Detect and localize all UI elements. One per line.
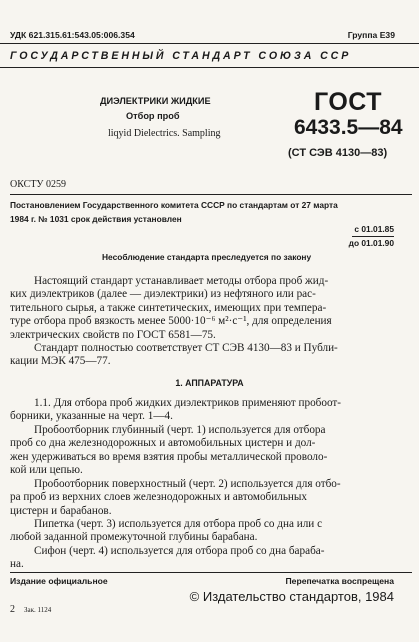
section-heading: 1. АППАРАТУРА	[175, 378, 244, 388]
text-line: Пробоотборник поверхностный (черт. 2) используется для отбо-	[34, 478, 341, 490]
section-paragraph-depth-sampler	[10, 424, 392, 478]
text-line: на.	[10, 558, 24, 571]
page-number: 2	[10, 604, 15, 615]
text-line: проб со дна железнодорожных и автомобильных цистерн и дол-	[10, 437, 316, 450]
penalty-notice: Несоблюдение стандарта преследуется по закону	[102, 252, 312, 262]
section-paragraph-1-1	[10, 397, 392, 424]
standard-subtitle: Отбор проб	[126, 111, 180, 121]
text-line: Стандарт полностью соответствует СТ СЭВ 4130—83 и Публи-	[34, 342, 338, 354]
footer-rule	[10, 572, 412, 573]
effective-from: с 01.01.85	[354, 224, 394, 234]
text-line: Настоящий стандарт устанавливает методы отбора проб жид-	[34, 275, 329, 287]
header-rule-bottom	[0, 67, 419, 68]
section-paragraph-siphon	[10, 545, 392, 572]
udk-code: УДК 621.315.61:543.05:006.354	[10, 30, 135, 40]
reprint-prohibited: Перепечатка воспрещена	[285, 576, 394, 586]
text-line: туре отбора проб вязкость менее 5000·10⁻⁶ м²·с⁻¹, для определения	[10, 315, 332, 328]
intro-paragraph-1	[10, 275, 392, 342]
section-paragraph-surface-sampler	[10, 478, 392, 518]
effective-separator	[352, 236, 394, 237]
intro-paragraph-2	[10, 342, 392, 369]
decree-line-2: 1984 г. № 1031 срок действия установлен	[10, 214, 182, 224]
text-line: жен удерживаться во время взятия пробы металлической проволо-	[10, 450, 328, 463]
section-paragraph-pipette	[10, 518, 392, 545]
decree-line-1: Постановлением Государственного комитета СССР по стандартам от 27 марта	[10, 200, 338, 210]
text-line: Сифон (черт. 4) используется для отбора проб со дна бараба-	[34, 545, 325, 557]
text-line: кой или цепью.	[10, 464, 83, 477]
text-line: любой заданной промежуточной глубины барабана.	[10, 531, 258, 544]
effective-to: до 01.01.90	[348, 238, 394, 248]
official-edition: Издание официальное	[10, 576, 108, 586]
order-number: Зак. 1124	[24, 606, 52, 614]
text-line: 1.1. Для отбора проб жидких диэлектриков применяют пробоот-	[34, 397, 342, 409]
text-line: цистерн и барабанов.	[10, 504, 112, 517]
gost-label: ГОСТ	[314, 88, 382, 116]
text-line: кации МЭК 475—77.	[10, 355, 111, 368]
group-code: Группа Е39	[347, 30, 395, 40]
english-title: liqyid Dielectrics. Sampling	[108, 128, 221, 139]
state-standard-banner: ГОСУДАРСТВЕННЫЙ СТАНДАРТ СОЮЗА ССР	[10, 50, 352, 62]
text-line: Пробоотборник глубинный (черт. 1) используется для отбора	[34, 424, 326, 436]
gost-number: 6433.5—84	[294, 116, 403, 139]
header-rule-top	[0, 43, 419, 44]
text-line: ких диэлектриков (далее — диэлектрики) из нефтяного или рас-	[10, 288, 316, 301]
text-line: тительного сырья, а также синтетических, имеющих при темпера-	[10, 301, 327, 314]
text-line: Пипетка (черт. 3) используется для отбора проб со дна или с	[34, 518, 323, 530]
st-sev-reference: (СТ СЭВ 4130—83)	[288, 147, 388, 159]
text-line: ра проб из верхних слоев железнодорожных и автомобильных	[10, 491, 308, 504]
text-line: электрических свойств по ГОСТ 6581—75.	[10, 328, 216, 341]
okstu-code: ОКСТУ 0259	[10, 179, 67, 190]
copyright: © Издательство стандартов, 1984	[189, 589, 394, 604]
text-line: борники, указанные на черт. 1—4.	[10, 410, 173, 423]
okstu-rule	[10, 194, 412, 195]
standard-title: ДИЭЛЕКТРИКИ ЖИДКИЕ	[100, 96, 211, 106]
